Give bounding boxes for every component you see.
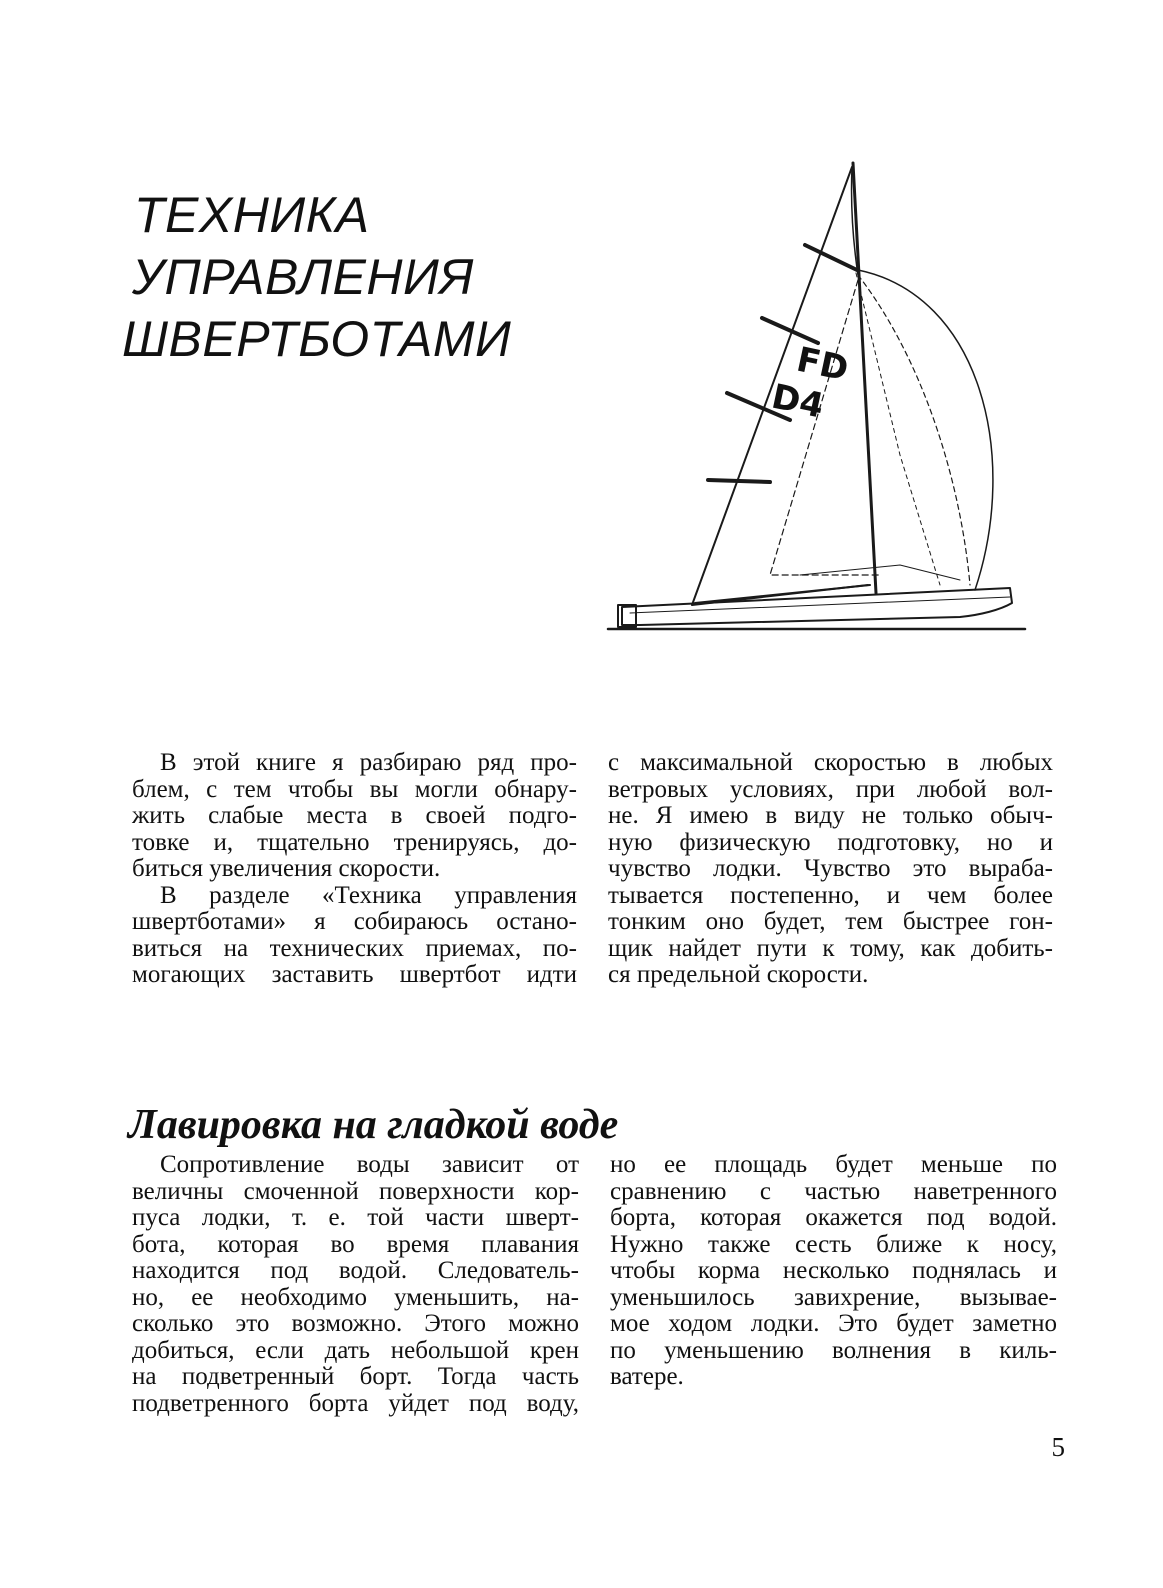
text-line: с максимальной скоростью в любых xyxy=(608,749,1053,776)
text-line: находится под водой. Следователь- xyxy=(132,1257,579,1284)
sailboat-illustration xyxy=(600,155,1030,635)
sheet-line xyxy=(800,565,960,580)
text-line: на подветренный борт. Тогда часть xyxy=(132,1363,579,1390)
intro-paragraph-2-continued xyxy=(608,750,1053,989)
batten-1 xyxy=(805,245,857,270)
text-line: В этой книге я разбираю ряд про- xyxy=(160,749,577,776)
text-line: подветренного борта уйдет под воду, xyxy=(132,1389,579,1417)
text-line: бота, которая во время плавания xyxy=(132,1230,579,1258)
text-line: Сопротивление воды зависит от xyxy=(160,1151,579,1178)
text-line: сколько это возможно. Этого можно xyxy=(132,1310,579,1337)
intro-paragraph-2 xyxy=(132,883,577,989)
chapter-title-line-1: ТЕХНИКА xyxy=(134,186,370,243)
text-line: тонким оно будет, тем быстрее гон- xyxy=(608,908,1053,935)
text-line: могающих заставить швертбот идти xyxy=(132,961,577,988)
section-title: Лавировка на гладкой воде xyxy=(128,1101,619,1148)
text-line: блем, с тем чтобы вы могли обнару- xyxy=(132,775,577,803)
page-number: 5 xyxy=(1051,1432,1065,1462)
chapter-title-line-2: УПРАВЛЕНИЯ xyxy=(132,248,474,305)
text-line: сравнению с частью наветренного xyxy=(610,1177,1057,1205)
spinnaker-inner xyxy=(858,275,970,585)
text-line: ватере. xyxy=(610,1363,684,1390)
chapter-title-line-3: ШВЕРТБОТАМИ xyxy=(122,310,512,367)
section-paragraph-1-continued xyxy=(610,1152,1057,1391)
text-line: но ее площадь будет меньше по xyxy=(610,1151,1057,1178)
hull xyxy=(622,588,1012,625)
transom xyxy=(618,605,636,627)
hull-deck xyxy=(630,597,1010,613)
text-line: тывается постепенно, и чем более xyxy=(608,881,1053,909)
text-line: ветровых условиях, при любой вол- xyxy=(608,775,1053,803)
text-line: виться на технических приемах, по- xyxy=(132,934,577,962)
text-line: щик найдет пути к тому, как добить- xyxy=(608,934,1053,962)
sail-mark-line-2: D4 xyxy=(768,376,828,427)
jib-outline xyxy=(770,280,880,575)
mast xyxy=(853,163,876,593)
text-line: величны смоченной поверхности кор- xyxy=(132,1177,579,1205)
text-line: не. Я имею в виду не только обыч- xyxy=(608,802,1053,829)
section-right-column xyxy=(610,1152,1057,1391)
text-line: товке и, тщательно тренируясь, до- xyxy=(132,828,577,856)
text-line: швертботами» я собираюсь остано- xyxy=(132,908,577,935)
text-line: добиться, если дать небольшой крен xyxy=(132,1336,579,1364)
text-line: В разделе «Техника управления xyxy=(160,881,577,909)
spinnaker xyxy=(858,270,993,590)
section-left-column xyxy=(132,1152,579,1417)
boom xyxy=(695,585,870,603)
text-line: чтобы корма несколько поднялась и xyxy=(610,1257,1057,1284)
text-line: Нужно также сесть ближе к носу, xyxy=(610,1230,1057,1258)
text-line: уменьшилось завихрение, вызывае- xyxy=(610,1283,1057,1311)
text-line: мое ходом лодки. Это будет заметно xyxy=(610,1310,1057,1337)
text-line: пуса лодки, т. е. той части шверт- xyxy=(132,1204,579,1231)
text-line: ся предельной скорости. xyxy=(608,961,869,988)
text-line: борта, которая окажется под водой. xyxy=(610,1204,1057,1231)
chapter-title xyxy=(118,184,578,370)
text-line: ную физическую подготовку, но и xyxy=(608,828,1053,856)
text-line: жить слабые места в своей подго- xyxy=(132,802,577,829)
text-line: чувство лодки. Чувство это выраба- xyxy=(608,855,1053,882)
sail-mark-line-1: FD xyxy=(793,339,852,390)
batten-4 xyxy=(708,480,770,482)
text-line: биться увеличения скорости. xyxy=(132,855,441,882)
text-line: по уменьшению волнения в киль- xyxy=(610,1336,1057,1364)
text-line: но, ее необходимо уменьшить, на- xyxy=(132,1283,579,1311)
section-paragraph-1 xyxy=(132,1152,579,1417)
intro-paragraph-1 xyxy=(132,750,577,883)
intro-left-column xyxy=(132,750,577,989)
intro-right-column xyxy=(608,750,1053,989)
